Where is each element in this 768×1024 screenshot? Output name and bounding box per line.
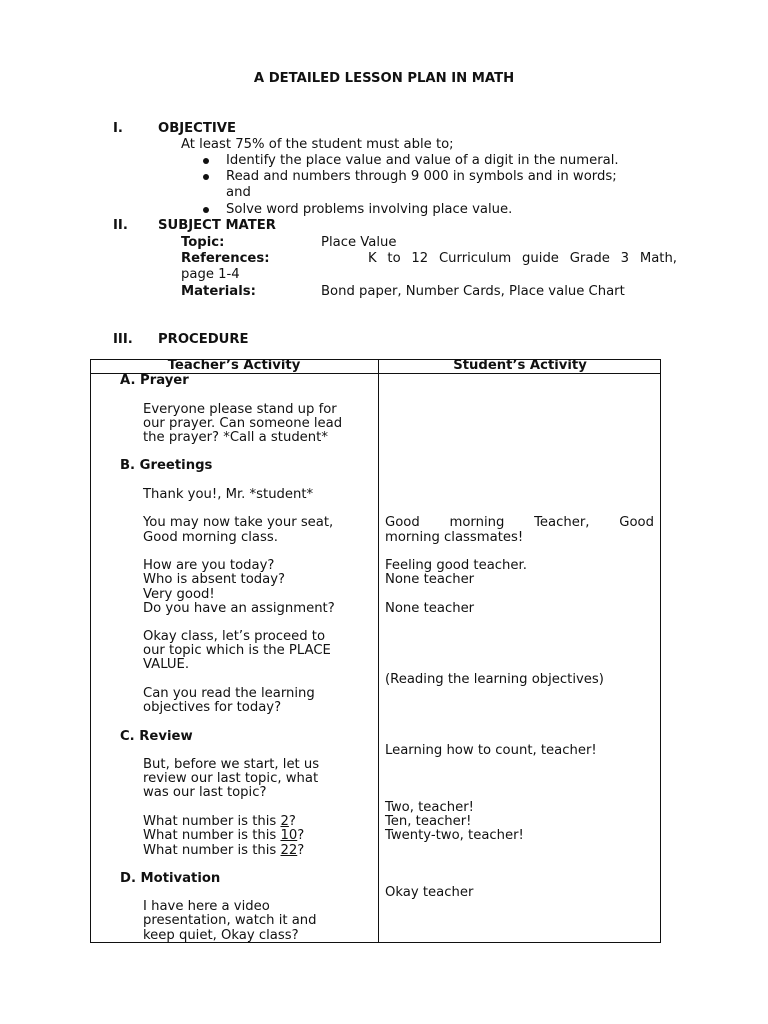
student-line: Two, teacher!: [385, 800, 474, 815]
review-question: What number is this 2?: [143, 814, 296, 829]
materials-value: Bond paper, Number Cards, Place value Chart: [321, 284, 625, 299]
topic-value: Place Value: [321, 235, 397, 250]
teacher-line: our prayer. Can someone lead: [143, 416, 343, 431]
student-line: None teacher: [385, 601, 475, 616]
teacher-line: Thank you!, Mr. *student*: [143, 487, 314, 502]
teacher-line: I have here a video: [143, 899, 270, 914]
procedure-heading: PROCEDURE: [158, 332, 249, 347]
student-line-good-morning: Good morning Teacher, Good: [385, 515, 654, 530]
student-line: Ten, teacher!: [385, 814, 472, 829]
references-value: K to 12 Curriculum guide Grade 3 Math,: [368, 251, 677, 266]
teacher-line: our topic which is the PLACE: [143, 643, 331, 658]
teacher-line: You may now take your seat,: [143, 515, 334, 530]
objective-bullet: Read and numbers through 9 000 in symbols and in words;: [226, 169, 617, 184]
teacher-line: Good morning class.: [143, 530, 278, 545]
page-title: A DETAILED LESSON PLAN IN MATH: [253, 71, 515, 86]
objective-bullet-continuation: and: [226, 185, 251, 200]
motivation-heading: D. Motivation: [120, 871, 221, 886]
student-line: Feeling good teacher.: [385, 558, 527, 573]
objective-bullet: Solve word problems involving place value.: [226, 202, 513, 217]
section-numeral-3: III.: [113, 332, 133, 347]
teacher-line: the prayer? *Call a student*: [143, 430, 328, 445]
objective-heading: OBJECTIVE: [158, 121, 236, 136]
greetings-heading: B. Greetings: [120, 458, 213, 473]
student-line: None teacher: [385, 572, 475, 587]
materials-label: Materials:: [181, 284, 256, 299]
student-line: Twenty-two, teacher!: [385, 828, 524, 843]
teacher-line: objectives for today?: [143, 700, 282, 715]
prayer-heading: A. Prayer: [120, 373, 189, 388]
teacher-line: How are you today?: [143, 558, 275, 573]
topic-label: Topic:: [181, 235, 225, 250]
teacher-line: keep quiet, Okay class?: [143, 928, 299, 943]
student-activity-header: Student’s Activity: [453, 358, 587, 373]
number-10: 10: [280, 828, 298, 843]
teacher-line: VALUE.: [143, 657, 190, 672]
teacher-line: Very good!: [143, 587, 215, 602]
teacher-line: Can you read the learning: [143, 686, 315, 701]
teacher-line: Do you have an assignment?: [143, 601, 335, 616]
student-line: morning classmates!: [385, 530, 524, 545]
table-column-divider: [378, 359, 379, 943]
student-line: Okay teacher: [385, 885, 474, 900]
teacher-line: Okay class, let’s proceed to: [143, 629, 326, 644]
number-22: 22: [280, 843, 298, 858]
teacher-line: But, before we start, let us: [143, 757, 320, 772]
teacher-line: presentation, watch it and: [143, 913, 317, 928]
review-question: What number is this 22?: [143, 843, 305, 858]
references-continuation: page 1-4: [181, 267, 240, 282]
teacher-activity-header: Teacher’s Activity: [167, 358, 301, 373]
student-line: Learning how to count, teacher!: [385, 743, 597, 758]
bullet-icon: [203, 158, 209, 164]
references-label: References:: [181, 251, 270, 266]
teacher-line: review our last topic, what: [143, 771, 319, 786]
section-numeral-2: II.: [113, 218, 128, 233]
bullet-icon: [203, 174, 209, 180]
subject-heading: SUBJECT MATER: [158, 218, 276, 233]
review-heading: C. Review: [120, 729, 193, 744]
review-question: What number is this 10?: [143, 828, 305, 843]
number-2: 2: [280, 814, 289, 829]
bullet-icon: [203, 207, 209, 213]
objective-bullet: Identify the place value and value of a digit in the numeral.: [226, 153, 619, 168]
objective-intro: At least 75% of the student must able to;: [181, 137, 454, 152]
teacher-line: was our last topic?: [143, 785, 267, 800]
section-numeral-1: I.: [113, 121, 123, 136]
teacher-line: Everyone please stand up for: [143, 402, 337, 417]
teacher-line: Who is absent today?: [143, 572, 286, 587]
student-line: (Reading the learning objectives): [385, 672, 604, 687]
